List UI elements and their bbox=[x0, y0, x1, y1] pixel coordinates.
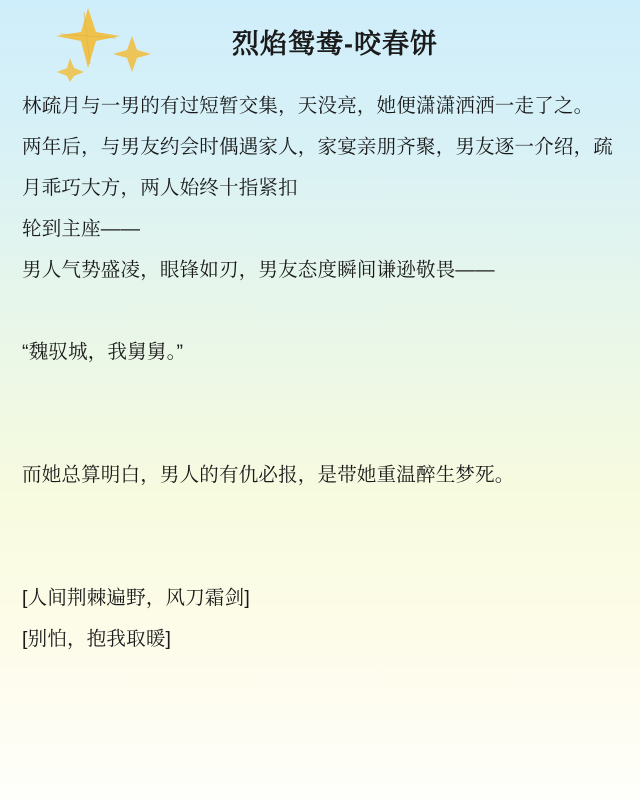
spacer bbox=[22, 414, 618, 455]
document-body bbox=[22, 86, 618, 660]
paragraph: 男人气势盛凌，眼锋如刃，男友态度瞬间谦逊敬畏—— bbox=[22, 259, 495, 281]
paragraph: 而她总算明白，男人的有仇必报，是带她重温醉生梦死。 bbox=[22, 464, 515, 486]
paragraph: 两年后，与男友约会时偶遇家人，家宴亲朋齐聚，男友逐一介绍，疏月乖巧大方，两人始终十指紧扣 bbox=[22, 136, 614, 199]
spacer bbox=[22, 496, 618, 537]
spacer bbox=[22, 373, 618, 414]
tag-line: [别怕，抱我取暖] bbox=[22, 628, 172, 650]
tag-line: [人间荆棘遍野，风刀霜剑] bbox=[22, 587, 250, 609]
paragraph: 轮到主座—— bbox=[22, 218, 141, 240]
paragraph: 林疏月与一男的有过短暂交集，天没亮，她便潇潇洒洒一走了之。 bbox=[22, 95, 594, 117]
spacer bbox=[22, 291, 618, 332]
document-header bbox=[22, 0, 618, 82]
page-title: 烈焰鸳鸯-咬春饼 bbox=[232, 28, 438, 59]
spacer bbox=[22, 537, 618, 578]
paragraph-quote: “魏驭城，我舅舅。” bbox=[22, 341, 184, 363]
star-burst-icon bbox=[50, 6, 170, 82]
